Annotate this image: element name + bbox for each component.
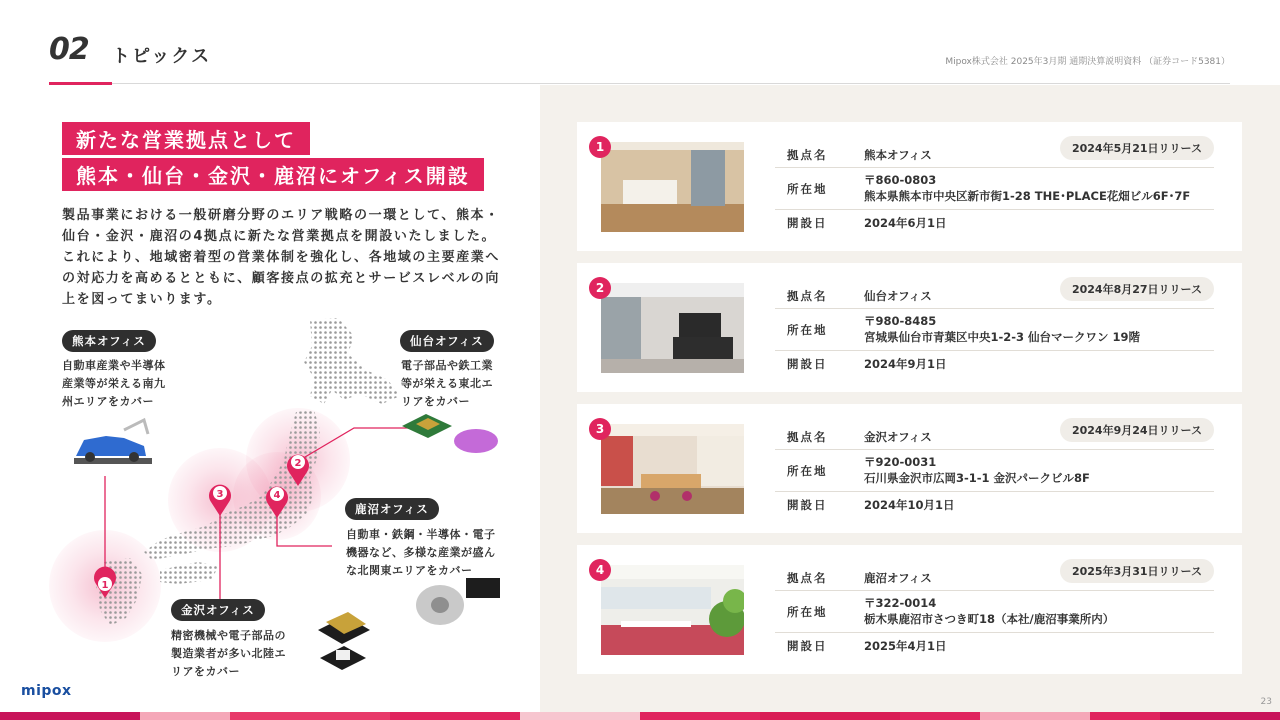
office-card-kanazawa: [577, 404, 1242, 533]
ic-illustration: [466, 578, 500, 598]
office-address-block: [864, 454, 1090, 486]
header-divider: [112, 83, 1230, 84]
office-number-badge: 3: [589, 418, 611, 440]
row-base-name: [775, 142, 1214, 168]
row-base-name: [775, 565, 1214, 591]
row-opened: [775, 210, 1214, 234]
shikoku-shape: [160, 562, 218, 584]
section-title: トピックス: [112, 46, 212, 67]
office-number-badge: 1: [589, 136, 611, 158]
office-card-kanuma: [577, 545, 1242, 674]
office-photo-kumamoto: [601, 142, 744, 232]
decorative-bottom-band: [0, 712, 1280, 720]
release-date-badge: 2024年5月21日リリース: [1060, 136, 1214, 160]
label-opened: 開設日: [787, 216, 828, 230]
label-base: 拠点名: [787, 571, 828, 585]
label-base: 拠点名: [787, 430, 828, 444]
map-pin-4-label: 4: [273, 490, 281, 501]
postal-code: 〒322-0014: [864, 596, 937, 610]
street-address: 石川県金沢市広岡3-1-1 金沢パークビル8F: [864, 471, 1090, 485]
office-name: 仙台オフィス: [864, 289, 932, 303]
row-address: [775, 168, 1214, 210]
opened-date: 2024年10月1日: [864, 498, 955, 512]
row-opened: [775, 633, 1214, 657]
label-opened: 開設日: [787, 639, 828, 653]
hokkaido-shape: [304, 318, 400, 404]
sendai-callout-label: 仙台オフィス: [400, 330, 494, 352]
wheel-illustration: [416, 585, 464, 625]
kumamoto-callout-desc: 自動車産業や半導体 産業等が栄える南九 州エリアをカバー: [62, 359, 166, 408]
office-card-kumamoto: [577, 122, 1242, 251]
kanuma-callout-desc: 自動車・鉄鋼・半導体・電子 機器など、多様な産業が盛ん な北関東エリアをカバー: [346, 528, 496, 577]
intro-text: 製品事業における一般研磨分野のエリア戦略の一環として、熊本・仙台・金沢・鹿沼の4拠点に新たな営業拠点を開設いたしました。これにより、地域密着型の営業体制を強化し、各地域の主要産業への対応力を高めるとともに、顧客接点の拡充とサービスレベルの向上を図ってまいります。: [62, 208, 501, 307]
car-illustration: [74, 420, 152, 464]
office-number-badge: 2: [589, 277, 611, 299]
release-date-badge: 2025年3月31日リリース: [1060, 559, 1214, 583]
label-opened: 開設日: [787, 498, 828, 512]
office-number-badge: 4: [589, 559, 611, 581]
office-card-sendai: [577, 263, 1242, 392]
headline-line-2: 熊本・仙台・金沢・鹿沼にオフィス開設: [62, 158, 484, 191]
label-address: 所在地: [787, 605, 828, 619]
header-accent-line: [49, 82, 112, 85]
office-photo-kanazawa: [601, 424, 744, 514]
wafer-illustration: [454, 429, 498, 453]
map-pin-2-label: 2: [294, 458, 302, 469]
opened-date: 2025年4月1日: [864, 639, 947, 653]
office-photo-kanuma: [601, 565, 744, 655]
chip-illustration: [402, 414, 452, 438]
kumamoto-callout-label: 熊本オフィス: [62, 330, 156, 352]
page-number: 23: [1260, 697, 1272, 707]
street-address: 栃木県鹿沼市さつき町18（本社/鹿沼事業所内）: [864, 612, 1115, 626]
row-base-name: [775, 283, 1214, 309]
label-address: 所在地: [787, 323, 828, 337]
row-address: [775, 309, 1214, 351]
kanazawa-callout-label: 金沢オフィス: [171, 599, 265, 621]
postal-code: 〒980-8485: [864, 314, 937, 328]
kanazawa-callout-desc: 精密機械や電子部品の 製造業者が多い北陸エ リアをカバー: [171, 629, 286, 678]
office-name: 金沢オフィス: [864, 430, 932, 444]
postal-code: 〒920-0031: [864, 455, 937, 469]
street-address: 宮城県仙台市青葉区中央1-2-3 仙台マークワン 19階: [864, 330, 1141, 344]
headline-line-1: 新たな営業拠点として: [62, 122, 310, 155]
sendai-callout-desc: 電子部品や鉄工業 等が栄える東北エ リアをカバー: [401, 359, 493, 408]
label-address: 所在地: [787, 464, 828, 478]
document-title: Mipox株式会社 2025年3月期 通期決算説明資料 （証券コード5381）: [945, 57, 1230, 67]
postal-code: 〒860-0803: [864, 173, 937, 187]
row-opened: [775, 492, 1214, 516]
label-opened: 開設日: [787, 357, 828, 371]
office-name: 鹿沼オフィス: [864, 571, 932, 585]
row-base-name: [775, 424, 1214, 450]
office-name: 熊本オフィス: [864, 148, 932, 162]
office-photo-sendai: [601, 283, 744, 373]
release-date-badge: 2024年9月24日リリース: [1060, 418, 1214, 442]
office-address-block: [864, 313, 1140, 345]
row-address: [775, 450, 1214, 492]
map-pin-3-label: 3: [216, 489, 224, 500]
company-logo: mipox: [21, 683, 72, 699]
label-address: 所在地: [787, 182, 828, 196]
kanuma-callout-label: 鹿沼オフィス: [345, 498, 439, 520]
opened-date: 2024年9月1日: [864, 357, 947, 371]
office-address-block: [864, 595, 1114, 627]
label-base: 拠点名: [787, 148, 828, 162]
street-address: 熊本県熊本市中央区新市街1-28 THE･PLACE花畑ビル6F･7F: [864, 189, 1191, 203]
map-pin-1-label: 1: [101, 580, 109, 591]
label-base: 拠点名: [787, 289, 828, 303]
office-address-block: [864, 172, 1190, 204]
row-address: [775, 591, 1214, 633]
section-number: 02: [49, 32, 89, 67]
release-date-badge: 2024年8月27日リリース: [1060, 277, 1214, 301]
row-opened: [775, 351, 1214, 375]
opened-date: 2024年6月1日: [864, 216, 947, 230]
chip-illustration-2: [318, 612, 370, 670]
